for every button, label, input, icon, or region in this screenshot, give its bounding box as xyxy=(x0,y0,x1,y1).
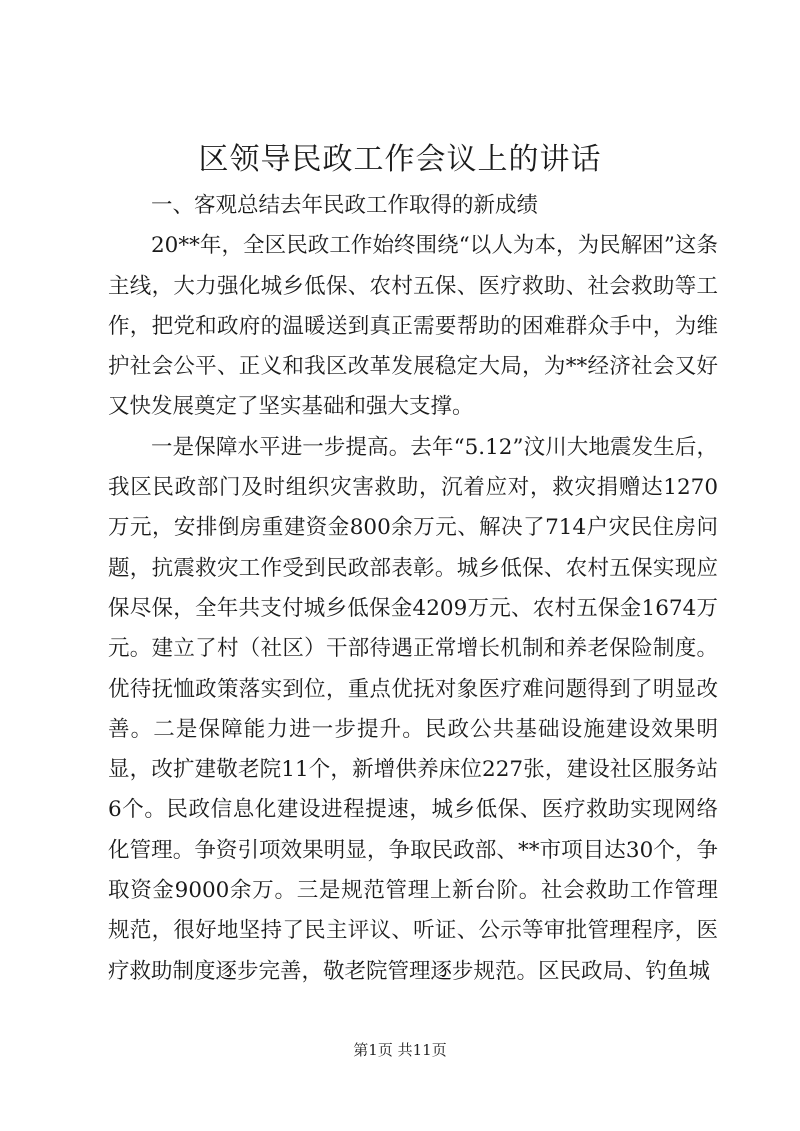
page-number: 第1页 共11页 xyxy=(353,1041,447,1059)
paragraph-intro: 20**年，全区民政工作始终围绕“以人为本，为民解困”这条主线，大力强化城乡低保、农村五保、医疗救助、社会救助等工作，把党和政府的温暖送到真正需要帮助的困难群众手中，为维护社会公平、正义和我区改革发展稳定大局，为**经济社会又好又快发展奠定了坚实基础和强大支撑。 xyxy=(108,233,718,420)
section-heading: 一、客观总结去年民政工作取得的新成绩 xyxy=(151,193,539,218)
paragraph-achievements: 一是保障水平进一步提高。去年“5.12”汶川大地震发生后，我区民政部门及时组织灾害救助，沉着应对，救灾捐赠达1270万元，安排倒房重建资金800余万元、解决了714户灾民住房问题，抗震救灾工作受到民政部表彰。城乡低保、农村五保实现应保尽保，全年共支付城乡低保金4209万元、农村五保金1674万元。建立了村（社区）干部待遇正常增长机制和养老保险制度。优待抚恤政策落实到位，重点优抚对象医疗难问题得到了明显改善。二是保障能力进一步提升。民政公共基础设施建设效果明显，改扩建敬老院11个，新增供养床位227张，建设社区服务站6个。民政信息化建设进程提速，城乡低保、医疗救助实现网络化管理。争资引项效果明显，争取民政部、**市项目达30个，争取资金9000余万。三是规范管理上新台阶。社会救助工作管理规范，很好地坚持了民主评议、听证、公示等审批管理程序，医疗救助制度逐步完善，敬老院管理逐步规范。区民政局、钓鱼城 xyxy=(108,434,718,984)
document-title: 区领导民政工作会议上的讲话 xyxy=(198,142,602,177)
document-body xyxy=(108,186,718,992)
